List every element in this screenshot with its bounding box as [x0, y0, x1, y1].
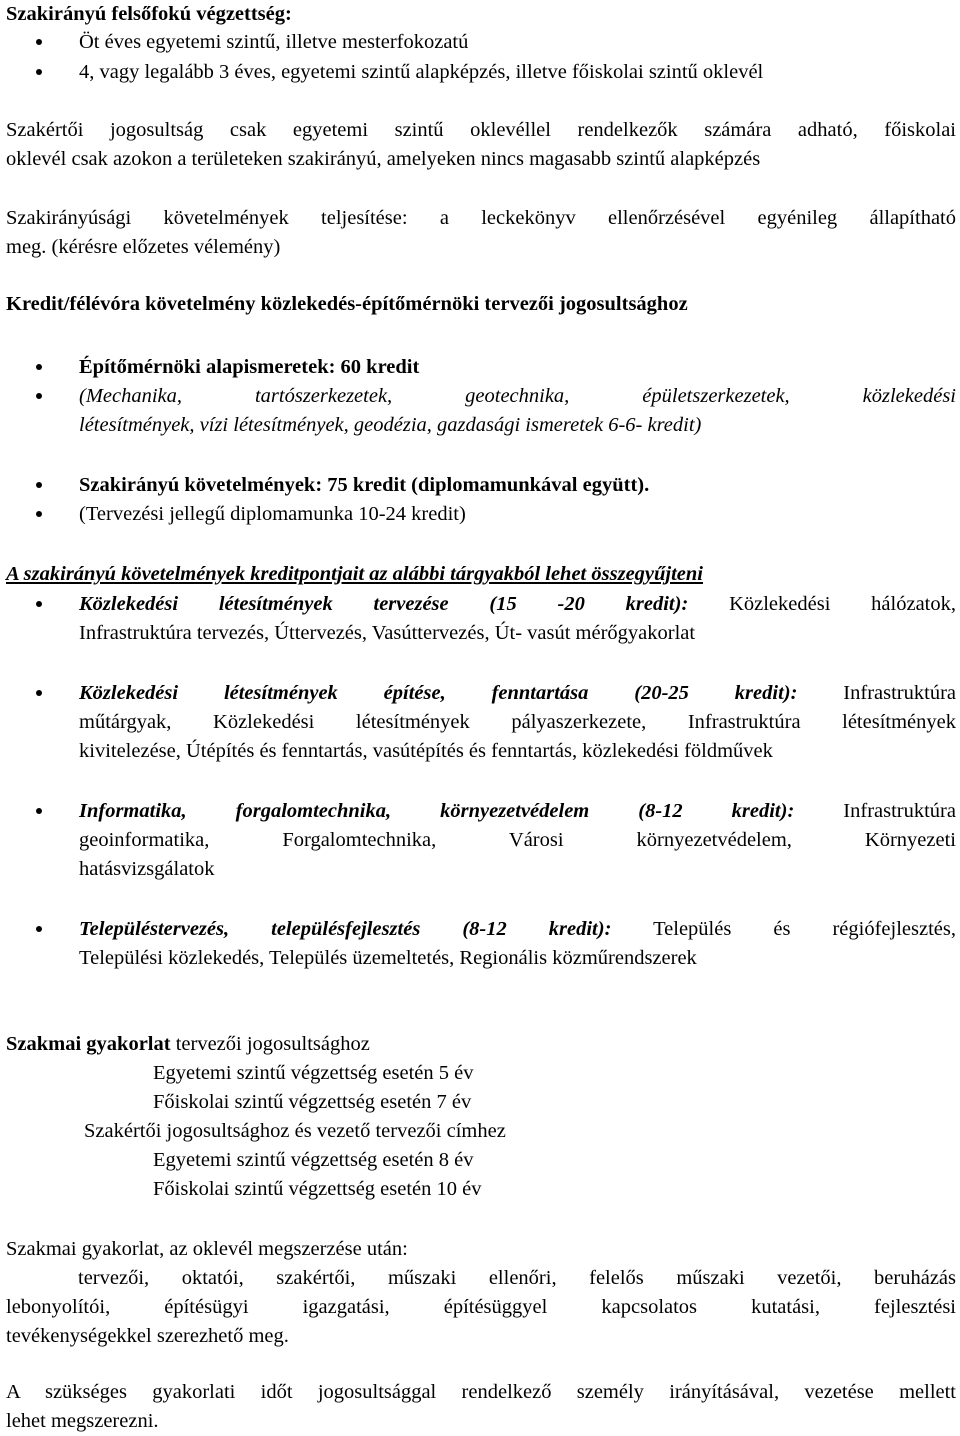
practice-line: Főiskolai szintű végzettség esetén 7 év [153, 1091, 472, 1113]
subject-title: Közlekedési létesítmények építése, fenntartása (20-25 kredit): [79, 682, 798, 704]
bullet-icon [36, 511, 42, 517]
degree-item: Öt éves egyetemi szintű, illetve mesterfokozatú [79, 31, 469, 53]
bullet-icon [36, 393, 42, 399]
paragraph-line: Szakértői jogosultság csak egyetemi szintű oklevéllel rendelkezők számára adható, főiskolai [6, 119, 956, 141]
subject-text: Infrastruktúra [794, 800, 956, 822]
subject-text: Település és régiófejlesztés, [611, 918, 956, 940]
heading-subjects: A szakirányú követelmények kreditpontjait az alábbi tárgyakból lehet összegyűjteni [6, 563, 703, 585]
paragraph-line: Települési közlekedés, Település üzemeltetés, Regionális közműrendszerek [79, 947, 697, 969]
paragraph-line: létesítmények, vízi létesítmények, geodézia, gazdasági ismeretek 6-6- kredit) [79, 414, 702, 436]
final-paragraph [6, 1378, 956, 1436]
paragraph-line: műtárgyak, Közlekedési létesítmények pályaszerkezete, Infrastruktúra létesítmények [79, 711, 956, 733]
degree-item: 4, vagy legalább 3 éves, egyetemi szintű alapképzés, illetve főiskolai szintű oklevél [79, 61, 764, 83]
paragraph-line: hatásvizsgálatok [79, 858, 215, 880]
after-degree-label: Szakmai gyakorlat, az oklevél megszerzése után: [6, 1238, 408, 1260]
practice-subtitle: tervezői jogosultsághoz [170, 1033, 370, 1055]
paragraph-line: oklevél csak azokon a területeken szakirányú, amelyeken nincs magasabb szintű alapképzés [6, 148, 761, 170]
practice-line: Szakértői jogosultsághoz és vezető tervezői címhez [84, 1120, 506, 1142]
paragraph-line: tervezői, oktatói, szakértői, műszaki ellenőri, felelős műszaki vezetői, beruházás [78, 1267, 956, 1289]
subject-first-line [79, 679, 956, 708]
heading-degree: Szakirányú felsőfokú végzettség: [6, 3, 292, 25]
paragraph-line: meg. (kérésre előzetes vélemény) [6, 236, 281, 258]
bullet-icon [36, 39, 42, 45]
expert-rights-paragraph [6, 116, 956, 174]
paragraph-line: tevékenységekkel szerezhető meg. [6, 1325, 289, 1347]
subject-first-line [79, 915, 956, 944]
heading-credit-requirement: Kredit/félévóra követelmény közlekedés-építőmérnöki tervezői jogosultsághoz [6, 293, 688, 315]
subject-first-line [79, 590, 956, 619]
credit-item-basics: Építőmérnöki alapismeretek: 60 kredit [79, 356, 420, 378]
paragraph-line: lebonyolítói, építésügyi igazgatási, építésüggyel kapcsolatos kutatási, fejlesztési [6, 1296, 956, 1318]
paragraph-line: (Mechanika, tartószerkezetek, geotechnika, épületszerkezetek, közlekedési [79, 385, 956, 407]
practice-line: Egyetemi szintű végzettség esetén 5 év [153, 1062, 474, 1084]
specialization-paragraph [6, 204, 956, 262]
paragraph-line: Infrastruktúra tervezés, Úttervezés, Vasúttervezés, Út- vasút mérőgyakorlat [79, 622, 696, 644]
bullet-icon [36, 601, 42, 607]
practice-line: Egyetemi szintű végzettség esetén 8 év [153, 1149, 474, 1171]
credit-item-thesis: (Tervezési jellegű diplomamunka 10-24 kredit) [79, 503, 466, 525]
paragraph-line: lehet megszerezni. [6, 1410, 159, 1432]
after-degree-paragraph [6, 1264, 956, 1351]
bullet-icon [36, 926, 42, 932]
bullet-icon [36, 482, 42, 488]
bullet-icon [36, 69, 42, 75]
bullet-icon [36, 808, 42, 814]
subject-title: Településtervezés, településfejlesztés (8-12 kredit): [79, 918, 612, 940]
bullet-icon [36, 364, 42, 370]
practice-line: Főiskolai szintű végzettség esetén 10 év [153, 1178, 482, 1200]
practice-title: Szakmai gyakorlat [6, 1033, 171, 1055]
practice-heading [6, 1030, 956, 1059]
subject-item [79, 679, 956, 766]
subject-text: Infrastruktúra [797, 682, 956, 704]
paragraph-line: Szakirányúsági követelmények teljesítése: a leckekönyv ellenőrzésével egyénileg állapítható [6, 207, 956, 229]
paragraph-line: A szükséges gyakorlati időt jogosultsággal rendelkező személy irányításával, vezetése mellett [6, 1381, 956, 1403]
subject-item [79, 797, 956, 884]
subject-item [79, 915, 956, 973]
subject-title: Informatika, forgalomtechnika, környezetvédelem (8-12 kredit): [79, 800, 795, 822]
credit-item-specialization: Szakirányú követelmények: 75 kredit (diplomamunkával együtt). [79, 474, 650, 496]
bullet-icon [36, 690, 42, 696]
subject-item [79, 590, 956, 648]
paragraph-line: kivitelezése, Útépítés és fenntartás, vasútépítés és fenntartás, közlekedési földművek [79, 740, 773, 762]
subject-first-line [79, 797, 956, 826]
paragraph-line: geoinformatika, Forgalomtechnika, Városi környezetvédelem, Környezeti [79, 829, 956, 851]
subject-text: Közlekedési hálózatok, [688, 593, 956, 615]
subject-title: Közlekedési létesítmények tervezése (15 -20 kredit): [79, 593, 689, 615]
credit-item-subjects [79, 382, 956, 440]
